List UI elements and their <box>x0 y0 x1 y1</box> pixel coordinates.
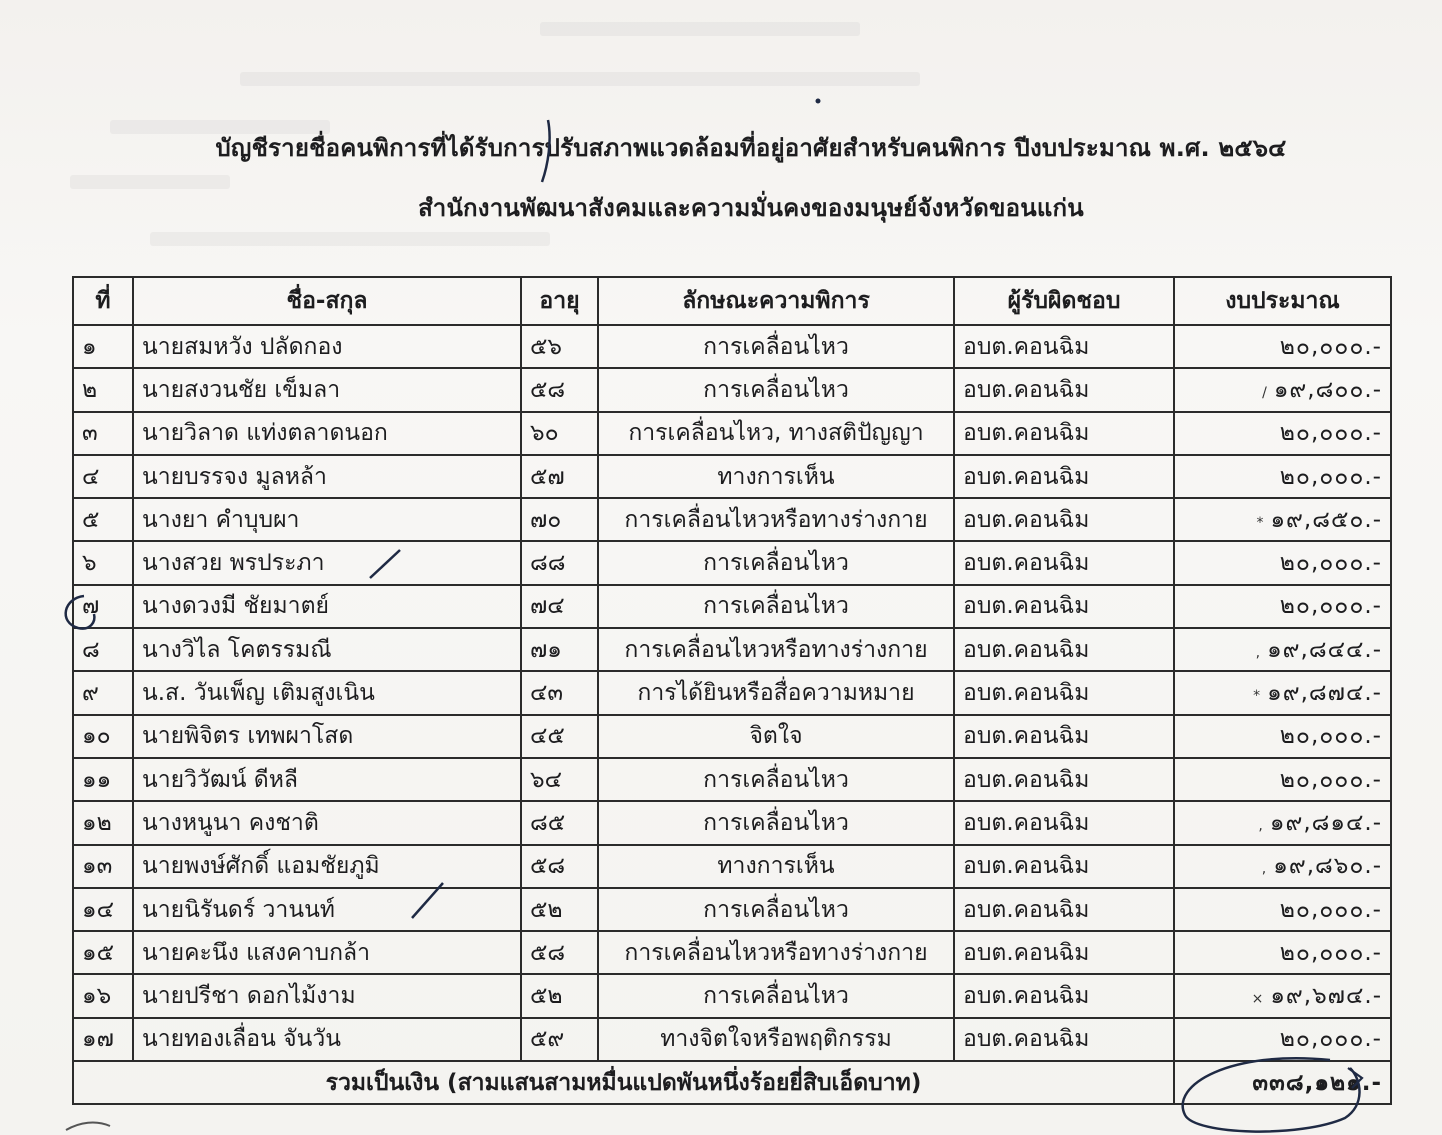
cell-name: นายทองเลื่อน จันวัน <box>133 1018 521 1061</box>
cell-disability: การเคลื่อนไหว <box>598 368 954 411</box>
cell-budget: ๒๐,๐๐๐.- <box>1174 1018 1391 1061</box>
header-responsible: ผู้รับผิดชอบ <box>954 277 1174 325</box>
cell-age: ๕๘ <box>521 931 598 974</box>
cell-name: นายวิลาด แท่งตลาดนอก <box>133 412 521 455</box>
cell-budget: ๒๐,๐๐๐.- <box>1174 541 1391 584</box>
cell-name: นางสวย พรประภา <box>133 541 521 584</box>
cell-disability: การเคลื่อนไหว <box>598 758 954 801</box>
cell-disability: การเคลื่อนไหว <box>598 974 954 1017</box>
budget-value: ๑๙,๘๗๔.- <box>1267 680 1382 707</box>
cell-no: ๗ <box>73 585 133 628</box>
cell-responsible: อบต.คอนฉิม <box>954 325 1174 368</box>
cell-disability: การได้ยินหรือสื่อความหมาย <box>598 671 954 714</box>
cell-disability: การเคลื่อนไหวหรือทางร่างกาย <box>598 498 954 541</box>
cell-responsible: อบต.คอนฉิม <box>954 974 1174 1017</box>
cell-disability: การเคลื่อนไหว <box>598 888 954 931</box>
cell-disability: ทางการเห็น <box>598 455 954 498</box>
total-value: ๓๓๘,๑๒๑.- <box>1174 1061 1391 1104</box>
cell-age: ๗๐ <box>521 498 598 541</box>
cell-name: นายคะนึง แสงคาบกล้า <box>133 931 521 974</box>
cell-no: ๑๔ <box>73 888 133 931</box>
cell-age: ๕๒ <box>521 974 598 1017</box>
cell-age: ๗๑ <box>521 628 598 671</box>
cell-disability: ทางการเห็น <box>598 845 954 888</box>
document-title: บัญชีรายชื่อคนพิการที่ได้รับการปรับสภาพแวดล้อมที่อยู่อาศัยสำหรับคนพิการ ปีงบประมาณ พ.ศ. ๒๕๖๔ <box>215 134 1287 162</box>
cell-responsible: อบต.คอนฉิม <box>954 1018 1174 1061</box>
cell-name: นางหนูนา คงชาติ <box>133 801 521 844</box>
cell-budget: ๒๐,๐๐๐.- <box>1174 715 1391 758</box>
budget-value: ๑๙,๘๐๐.- <box>1273 376 1382 403</box>
pen-total-circle <box>1183 1058 1360 1131</box>
total-label: รวมเป็นเงิน (สามแสนสามหมื่นแปดพันหนึ่งร้อยยี่สิบเอ็ดบาท) <box>73 1061 1174 1104</box>
pen-stroke <box>542 120 550 182</box>
cell-no: ๔ <box>73 455 133 498</box>
budget-mark: , <box>1255 644 1262 661</box>
cell-name: นายนิรันดร์ วานนท์ <box>133 888 521 931</box>
cell-budget: ๒๐,๐๐๐.- <box>1174 888 1391 931</box>
header-age: อายุ <box>521 277 598 325</box>
budget-mark: , <box>1261 861 1268 878</box>
cell-no: ๓ <box>73 412 133 455</box>
cell-responsible: อบต.คอนฉิม <box>954 931 1174 974</box>
cell-name: นายวิวัฒน์ ดีหลี <box>133 758 521 801</box>
cell-age: ๕๙ <box>521 1018 598 1061</box>
header-disability: ลักษณะความพิการ <box>598 277 954 325</box>
cell-age: ๔๓ <box>521 671 598 714</box>
cell-no: ๑๗ <box>73 1018 133 1061</box>
cell-responsible: อบต.คอนฉิม <box>954 801 1174 844</box>
cell-budget: ๒๐,๐๐๐.- <box>1174 758 1391 801</box>
cell-disability: การเคลื่อนไหว <box>598 585 954 628</box>
pen-circle-mark <box>66 596 95 629</box>
cell-age: ๕๖ <box>521 325 598 368</box>
cell-no: ๑ <box>73 325 133 368</box>
cell-disability: จิตใจ <box>598 715 954 758</box>
pen-corner-mark <box>66 1123 110 1130</box>
cell-responsible: อบต.คอนฉิม <box>954 368 1174 411</box>
cell-no: ๑๖ <box>73 974 133 1017</box>
budget-value: ๑๙,๘๖๐.- <box>1273 853 1382 880</box>
budget-mark: × <box>1251 991 1265 1008</box>
pen-tick <box>412 883 443 918</box>
cell-disability: การเคลื่อนไหว <box>598 325 954 368</box>
cell-responsible: อบต.คอนฉิม <box>954 628 1174 671</box>
cell-no: ๑๓ <box>73 845 133 888</box>
cell-disability: การเคลื่อนไหวหรือทางร่างกาย <box>598 628 954 671</box>
cell-name: นางยา คำบุบผา <box>133 498 521 541</box>
cell-name: นางวิไล โคตรรมณี <box>133 628 521 671</box>
cell-responsible: อบต.คอนฉิม <box>954 498 1174 541</box>
cell-age: ๗๔ <box>521 585 598 628</box>
cell-age: ๘๘ <box>521 541 598 584</box>
budget-mark: * <box>1256 514 1265 531</box>
cell-budget: ๒๐,๐๐๐.- <box>1174 585 1391 628</box>
cell-name: นายพิจิตร เทพผาโสด <box>133 715 521 758</box>
cell-name: นางดวงมี ชัยมาตย์ <box>133 585 521 628</box>
cell-age: ๕๘ <box>521 845 598 888</box>
budget-mark: , <box>1258 817 1264 834</box>
cell-name: นายสงวนชัย เข็มลา <box>133 368 521 411</box>
cell-age: ๘๕ <box>521 801 598 844</box>
cell-no: ๙ <box>73 671 133 714</box>
header-budget: งบประมาณ <box>1174 277 1391 325</box>
header-no: ที่ <box>73 277 133 325</box>
cell-no: ๕ <box>73 498 133 541</box>
cell-no: ๑๒ <box>73 801 133 844</box>
cell-responsible: อบต.คอนฉิม <box>954 671 1174 714</box>
pen-dot <box>816 99 821 104</box>
budget-mark: / <box>1262 384 1268 401</box>
cell-responsible: อบต.คอนฉิม <box>954 888 1174 931</box>
cell-no: ๒ <box>73 368 133 411</box>
cell-no: ๑๕ <box>73 931 133 974</box>
cell-responsible: อบต.คอนฉิม <box>954 541 1174 584</box>
cell-age: ๕๗ <box>521 455 598 498</box>
cell-no: ๑๑ <box>73 758 133 801</box>
cell-budget: ๒๐,๐๐๐.- <box>1174 412 1391 455</box>
cell-name: น.ส. วันเพ็ญ เติมสูงเนิน <box>133 671 521 714</box>
cell-budget: ๒๐,๐๐๐.- <box>1174 931 1391 974</box>
cell-disability: การเคลื่อนไหว <box>598 801 954 844</box>
cell-budget: ๒๐,๐๐๐.- <box>1174 325 1391 368</box>
document-subtitle: สำนักงานพัฒนาสังคมและความมั่นคงของมนุษย์จังหวัดขอนแก่น <box>418 194 1084 222</box>
cell-responsible: อบต.คอนฉิม <box>954 585 1174 628</box>
cell-age: ๖๐ <box>521 412 598 455</box>
cell-no: ๘ <box>73 628 133 671</box>
budget-value: ๑๙,๘๑๔.- <box>1269 809 1382 836</box>
cell-responsible: อบต.คอนฉิม <box>954 845 1174 888</box>
budget-value: ๑๙,๘๔๔.- <box>1267 636 1382 663</box>
cell-disability: การเคลื่อนไหว, ทางสติปัญญา <box>598 412 954 455</box>
cell-name: นายพงษ์ศักดิ์ แอมชัยภูมิ <box>133 845 521 888</box>
cell-disability: ทางจิตใจหรือพฤติกรรม <box>598 1018 954 1061</box>
cell-name: นายสมหวัง ปลัดกอง <box>133 325 521 368</box>
cell-age: ๕๒ <box>521 888 598 931</box>
cell-age: ๖๔ <box>521 758 598 801</box>
header-name: ชื่อ-สกุล <box>133 277 521 325</box>
cell-disability: การเคลื่อนไหว <box>598 541 954 584</box>
budget-value: ๑๙,๖๗๔.- <box>1270 983 1382 1010</box>
cell-name: นายปรีชา ดอกไม้งาม <box>133 974 521 1017</box>
cell-disability: การเคลื่อนไหวหรือทางร่างกาย <box>598 931 954 974</box>
pen-tick <box>370 550 400 578</box>
cell-responsible: อบต.คอนฉิม <box>954 412 1174 455</box>
budget-value: ๑๙,๘๕๐.- <box>1270 506 1382 533</box>
budget-mark: * <box>1253 688 1262 705</box>
cell-responsible: อบต.คอนฉิม <box>954 455 1174 498</box>
cell-no: ๖ <box>73 541 133 584</box>
cell-no: ๑๐ <box>73 715 133 758</box>
cell-age: ๕๘ <box>521 368 598 411</box>
cell-responsible: อบต.คอนฉิม <box>954 758 1174 801</box>
cell-budget: ๒๐,๐๐๐.- <box>1174 455 1391 498</box>
cell-name: นายบรรจง มูลหล้า <box>133 455 521 498</box>
cell-responsible: อบต.คอนฉิม <box>954 715 1174 758</box>
cell-age: ๔๕ <box>521 715 598 758</box>
